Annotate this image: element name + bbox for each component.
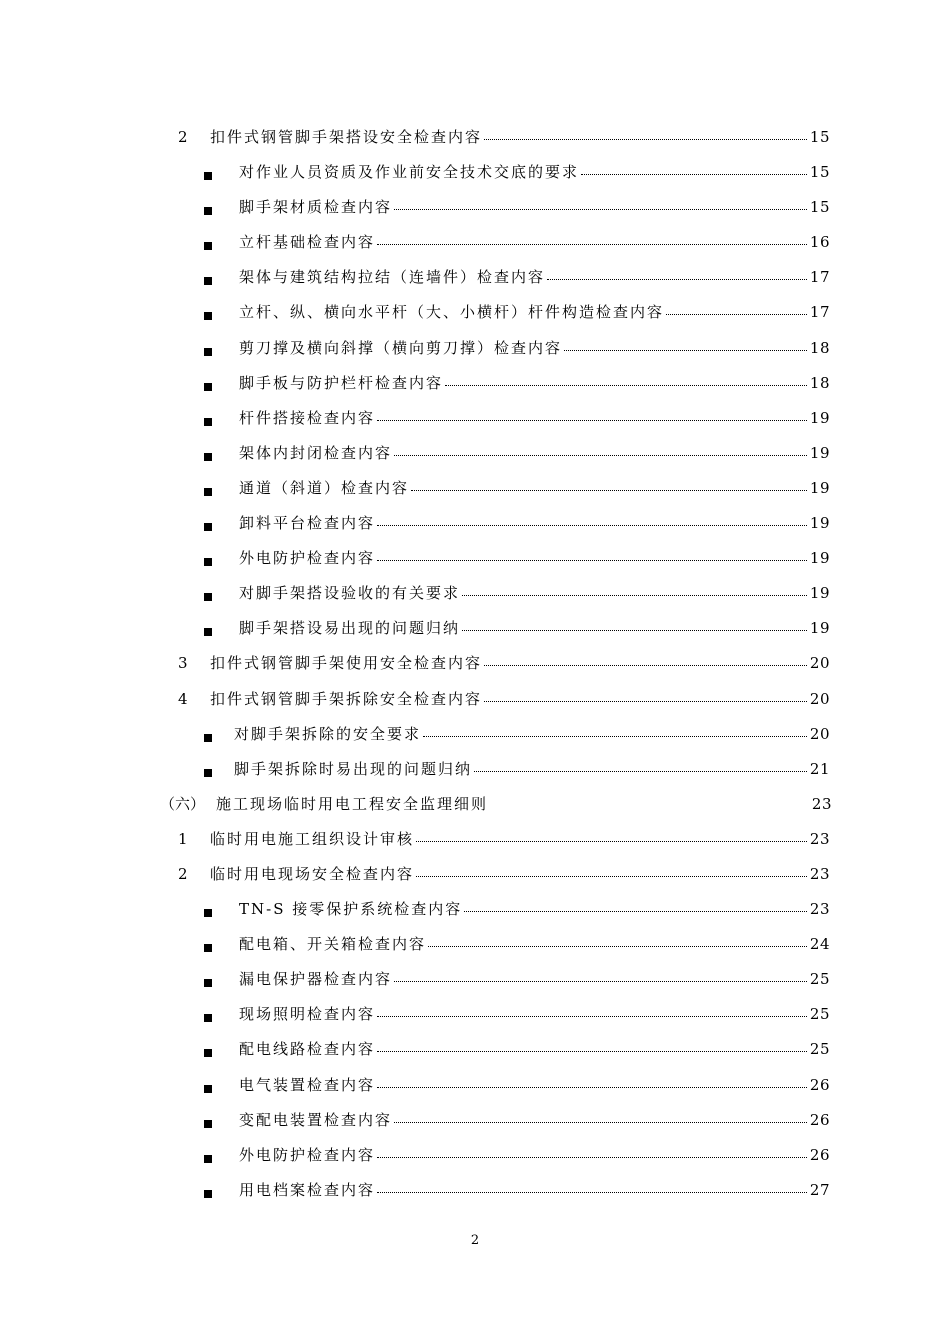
toc-entry-title: 外电防护检查内容 (239, 1145, 376, 1164)
toc-entry-title: 临时用电现场安全检查内容 (210, 864, 415, 883)
toc-entry-line (239, 934, 830, 954)
square-bullet-icon (204, 1049, 212, 1057)
toc-entry[interactable] (0, 644, 950, 679)
toc-entry-line (239, 373, 830, 393)
toc-entry[interactable] (0, 434, 950, 469)
dot-leader (377, 525, 807, 526)
toc-entry-page: 25 (809, 1005, 830, 1024)
page-number: 2 (470, 1233, 480, 1248)
toc-entry-title: 架体与建筑结构拉结（连墙件）检查内容 (239, 268, 546, 287)
toc-entry-number: 2 (178, 128, 188, 146)
dot-leader (377, 560, 807, 561)
toc-entry[interactable] (0, 504, 950, 539)
dot-leader (411, 490, 807, 491)
toc-entry-line (210, 864, 830, 884)
square-bullet-icon (204, 1120, 212, 1128)
toc-entry-page: 26 (809, 1110, 830, 1129)
toc-entry[interactable] (0, 258, 950, 293)
toc-entry-title: 对脚手架搭设验收的有关要求 (239, 584, 461, 603)
square-bullet-icon (204, 1014, 212, 1022)
toc-entry-title: 对脚手架拆除的安全要求 (234, 724, 422, 743)
toc-entry-page: 19 (809, 478, 830, 497)
toc-entry[interactable] (0, 609, 950, 644)
dot-leader (462, 595, 807, 596)
toc-entry-page: 25 (809, 1040, 830, 1059)
toc-entry-line (239, 583, 830, 603)
toc-entry-page: 26 (809, 1075, 830, 1094)
dot-leader (377, 1157, 807, 1158)
dot-leader (474, 771, 807, 772)
dot-leader (484, 665, 807, 666)
toc-entry[interactable] (0, 1171, 950, 1206)
dot-leader (484, 701, 807, 702)
square-bullet-icon (204, 909, 212, 917)
toc-entry-page: 18 (809, 373, 830, 392)
toc-entry[interactable] (0, 364, 950, 399)
toc-entry[interactable] (0, 785, 950, 820)
toc-entry-title: 架体内封闭检查内容 (239, 443, 393, 462)
square-bullet-icon (204, 277, 212, 285)
toc-entry-line (239, 1145, 830, 1165)
toc-entry[interactable] (0, 153, 950, 188)
dot-leader (445, 385, 807, 386)
toc-entry[interactable] (0, 1101, 950, 1136)
toc-entry-page: 19 (809, 584, 830, 603)
toc-entry-page: 24 (809, 935, 830, 954)
toc-entry-title: 脚手架搭设易出现的问题归纳 (239, 619, 461, 638)
square-bullet-icon (204, 558, 212, 566)
toc-entry-line (239, 302, 830, 322)
toc-entry-page: 19 (809, 514, 830, 533)
toc-entry-title: 扣件式钢管脚手架搭设安全检查内容 (210, 128, 483, 146)
toc-entry-line (210, 653, 830, 673)
toc-entry-title: 用电档案检查内容 (239, 1180, 376, 1199)
toc-entry-line (239, 162, 830, 182)
toc-entry[interactable] (0, 960, 950, 995)
toc-entry[interactable] (0, 995, 950, 1030)
toc-entry-page: 21 (809, 759, 830, 778)
toc-entry-page: 26 (809, 1145, 830, 1164)
toc-entry[interactable] (0, 399, 950, 434)
dot-leader (377, 1016, 807, 1017)
square-bullet-icon (204, 523, 212, 531)
square-bullet-icon (204, 453, 212, 461)
square-bullet-icon (204, 312, 212, 320)
toc-entry-title: 通道（斜道）检查内容 (239, 478, 410, 497)
toc-entry-title: 配电箱、开关箱检查内容 (239, 935, 427, 954)
toc-entry-title: 现场照明检查内容 (239, 1005, 376, 1024)
dot-leader (377, 1051, 807, 1052)
toc-entry[interactable] (0, 329, 950, 364)
toc-entry-title: 脚手架材质检查内容 (239, 198, 393, 217)
dot-leader (394, 209, 807, 210)
toc-entry-page: 23 (809, 864, 830, 883)
toc-entry-line (239, 197, 830, 217)
toc-entry-title: 扣件式钢管脚手架使用安全检查内容 (210, 654, 483, 673)
square-bullet-icon (204, 418, 212, 426)
toc-entry-page: 19 (809, 549, 830, 568)
dot-leader (464, 911, 807, 912)
toc-entry-line (239, 1110, 830, 1130)
toc-entry-title: 立杆、纵、横向水平杆（大、小横杆）杆件构造检查内容 (239, 303, 665, 322)
dot-leader (377, 1087, 807, 1088)
square-bullet-icon (204, 348, 212, 356)
toc-entry-number: 3 (178, 654, 188, 673)
toc-entry-title: 电气装置检查内容 (239, 1075, 376, 1094)
dot-leader (416, 841, 807, 842)
toc-entry[interactable] (0, 925, 950, 960)
dot-leader (423, 736, 807, 737)
toc-entry-title: 卸料平台检查内容 (239, 514, 376, 533)
toc-entry-title: 立杆基础检查内容 (239, 233, 376, 252)
dot-leader (394, 455, 807, 456)
square-bullet-icon (204, 1190, 212, 1198)
toc-entry-page: 19 (809, 408, 830, 427)
toc-entry-page: 15 (809, 163, 830, 182)
toc-entry-line (239, 1075, 830, 1095)
toc-entry-page: 17 (809, 268, 830, 287)
toc-entry-page: 20 (809, 724, 830, 743)
toc-entry[interactable] (0, 1030, 950, 1065)
toc-entry-line (239, 548, 830, 568)
toc-entry-title: 对作业人员资质及作业前安全技术交底的要求 (239, 163, 580, 182)
toc-entry-title: 变配电装置检查内容 (239, 1110, 393, 1129)
toc-entry[interactable] (0, 1136, 950, 1171)
square-bullet-icon (204, 593, 212, 601)
toc-entry-line (210, 689, 830, 709)
toc-entry-title: 施工现场临时用电工程安全监理细则 (216, 794, 489, 813)
square-bullet-icon (204, 488, 212, 496)
toc-entry-number: 2 (178, 864, 188, 883)
dot-leader (581, 174, 807, 175)
toc-entry-number: 1 (178, 829, 188, 848)
toc-entry-title: 配电线路检查内容 (239, 1040, 376, 1059)
toc-entry-line (239, 899, 830, 919)
square-bullet-icon (204, 628, 212, 636)
toc-entry-line (210, 127, 830, 147)
dot-leader (666, 314, 807, 315)
toc-entry-page: 16 (809, 233, 830, 252)
toc-entry-line (239, 232, 830, 252)
dot-leader (547, 279, 807, 280)
toc-entry-line (239, 1180, 830, 1200)
dot-leader (394, 981, 807, 982)
toc-entry-title: 剪刀撑及横向斜撑（横向剪刀撑）检查内容 (239, 338, 563, 357)
square-bullet-icon (204, 979, 212, 987)
toc-entry-title: 扣件式钢管脚手架拆除安全检查内容 (210, 689, 483, 708)
toc-entry-page: 23 (809, 900, 830, 919)
square-bullet-icon (204, 769, 212, 777)
toc-entry-title: 漏电保护器检查内容 (239, 970, 393, 989)
toc-entry-title: 临时用电施工组织设计审核 (210, 829, 415, 848)
toc-entry-page: 27 (809, 1180, 830, 1199)
toc-entry-page: 25 (809, 970, 830, 989)
square-bullet-icon (204, 383, 212, 391)
toc-entry-page: 15 (809, 128, 830, 146)
dot-leader (462, 630, 807, 631)
dot-leader (428, 946, 807, 947)
toc-entry-line (239, 618, 830, 638)
toc-entry-title: 杆件搭接检查内容 (239, 408, 376, 427)
toc-entry-title: 外电防护检查内容 (239, 549, 376, 568)
square-bullet-icon (204, 207, 212, 215)
toc-entry-line (210, 829, 830, 849)
toc-entry[interactable] (0, 118, 950, 153)
toc-entry[interactable] (0, 820, 950, 855)
toc-entry[interactable] (0, 223, 950, 258)
toc-entry[interactable] (0, 574, 950, 609)
toc-entry-page: 18 (809, 338, 830, 357)
dot-leader (394, 1122, 807, 1123)
toc-entry-page: 23 (809, 829, 830, 848)
toc-entry-page: 17 (809, 303, 830, 322)
dot-leader (484, 139, 807, 140)
toc-entry-line (234, 724, 830, 744)
dot-leader (564, 350, 807, 351)
toc-entry[interactable] (0, 1066, 950, 1101)
toc-entry-page: 20 (809, 689, 830, 708)
toc-entry-page: 19 (809, 619, 830, 638)
toc-entry-line (234, 759, 830, 779)
square-bullet-icon (204, 734, 212, 742)
toc-entry-line (239, 443, 830, 463)
toc-entry-page: 23 (811, 794, 832, 813)
toc-entry-title: 脚手板与防护栏杆检查内容 (239, 373, 444, 392)
toc-entry[interactable] (0, 855, 950, 890)
dot-leader (416, 876, 807, 877)
square-bullet-icon (204, 1155, 212, 1163)
toc-entry-line (239, 969, 830, 989)
dot-leader (377, 1192, 807, 1193)
square-bullet-icon (204, 1085, 212, 1093)
toc-entry-line (239, 1004, 830, 1024)
toc-entry[interactable] (0, 750, 950, 785)
toc-entry-title: TN-S 接零保护系统检查内容 (239, 900, 463, 919)
toc-entry-page: 15 (809, 198, 830, 217)
square-bullet-icon (204, 242, 212, 250)
toc-entry[interactable] (0, 890, 950, 925)
dot-leader (377, 244, 807, 245)
table-of-contents (0, 118, 950, 1206)
toc-entry-number: 4 (178, 689, 188, 708)
toc-entry-title: 脚手架拆除时易出现的问题归纳 (234, 759, 473, 778)
dot-leader (377, 420, 807, 421)
toc-entry-page: 19 (809, 443, 830, 462)
square-bullet-icon (204, 172, 212, 180)
toc-entry[interactable] (0, 680, 950, 715)
toc-entry-line (239, 338, 830, 358)
toc-entry-line (239, 267, 830, 287)
toc-entry-line (239, 1039, 830, 1059)
toc-entry[interactable] (0, 539, 950, 574)
toc-entry-page: 20 (809, 654, 830, 673)
toc-entry[interactable] (0, 188, 950, 223)
toc-entry-number: （六） (160, 794, 206, 813)
toc-entry[interactable] (0, 293, 950, 328)
toc-entry-line (239, 513, 830, 533)
toc-entry-line (239, 478, 830, 498)
square-bullet-icon (204, 944, 212, 952)
toc-entry[interactable] (0, 469, 950, 504)
toc-entry-line (239, 408, 830, 428)
toc-entry[interactable] (0, 715, 950, 750)
toc-entry-line (216, 794, 832, 814)
